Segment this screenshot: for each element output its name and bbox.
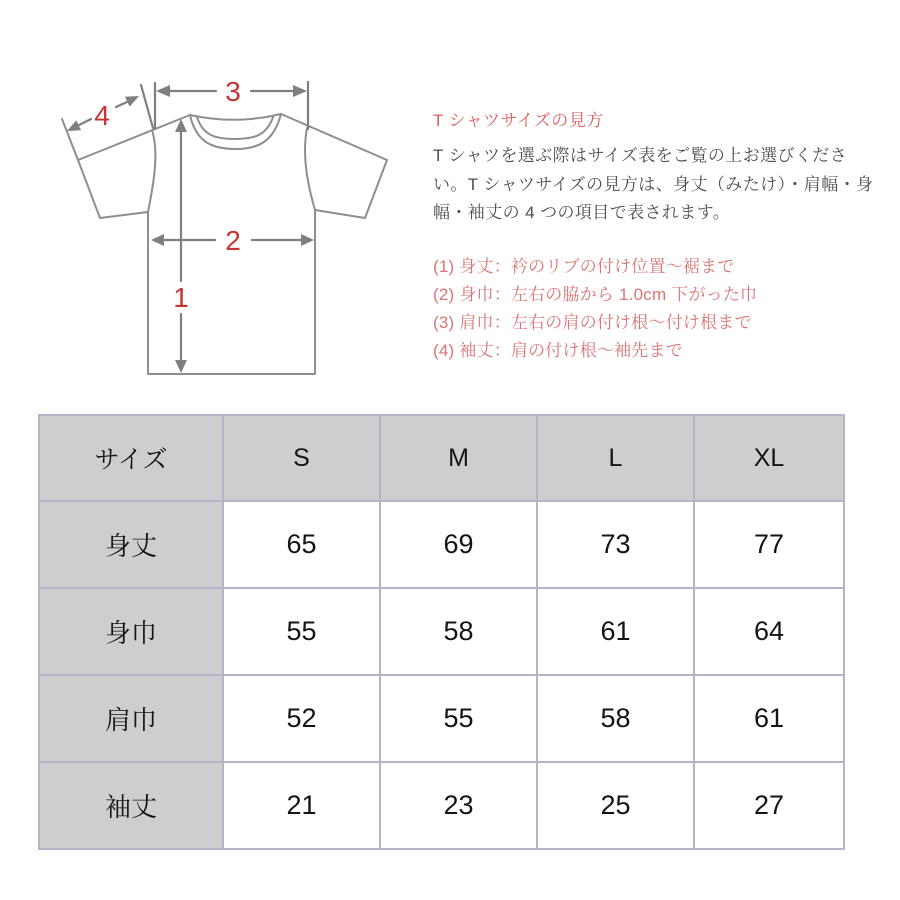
size-value: 27 bbox=[694, 762, 844, 849]
row-label: 身巾 bbox=[39, 588, 223, 675]
size-value: 55 bbox=[223, 588, 380, 675]
definition-sleeve-length: (4) 袖丈：肩の付け根〜袖先まで bbox=[433, 341, 683, 361]
measurement-definitions-list bbox=[433, 253, 881, 366]
table-row-body-length bbox=[39, 501, 844, 588]
column-header-xl: XL bbox=[694, 415, 844, 501]
definition-body-length: (1) 身丈：衿のリブの付け位置〜裾まで bbox=[433, 256, 735, 276]
arrow-body-length bbox=[173, 119, 189, 373]
label-3: 3 bbox=[225, 76, 241, 107]
table-row-shoulder-width bbox=[39, 675, 844, 762]
tshirt-measurement-diagram bbox=[40, 55, 440, 400]
size-table bbox=[38, 414, 845, 850]
definition-body-width: (2) 身巾：左右の脇から 1.0cm 下がった巾 bbox=[433, 284, 758, 304]
size-value: 52 bbox=[223, 675, 380, 762]
column-header-m: M bbox=[380, 415, 537, 501]
size-value: 73 bbox=[537, 501, 694, 588]
arrow-shoulder-width bbox=[155, 76, 308, 129]
label-2: 2 bbox=[225, 225, 241, 256]
label-1: 1 bbox=[173, 282, 189, 313]
size-guide-description: T シャツを選ぶ際はサイズ表をご覧の上お選びください。T シャツサイズの見方は、身丈（みたけ）・肩幅・身幅・袖丈の 4 つの項目で表されます。 bbox=[433, 146, 874, 223]
size-value: 64 bbox=[694, 588, 844, 675]
size-value: 69 bbox=[380, 501, 537, 588]
table-row-body-width bbox=[39, 588, 844, 675]
table-row-sleeve-length bbox=[39, 762, 844, 849]
label-4: 4 bbox=[94, 100, 110, 131]
size-guide-info bbox=[433, 106, 881, 366]
row-label: 袖丈 bbox=[39, 762, 223, 849]
size-value: 55 bbox=[380, 675, 537, 762]
column-header-s: S bbox=[223, 415, 380, 501]
row-label: 身丈 bbox=[39, 501, 223, 588]
column-header-l: L bbox=[537, 415, 694, 501]
size-value: 61 bbox=[694, 675, 844, 762]
arrow-body-width bbox=[151, 225, 314, 256]
row-label: 肩巾 bbox=[39, 675, 223, 762]
definition-shoulder-width: (3) 肩巾：左右の肩の付け根〜付け根まで bbox=[433, 313, 752, 333]
size-value: 58 bbox=[380, 588, 537, 675]
size-value: 25 bbox=[537, 762, 694, 849]
size-value: 65 bbox=[223, 501, 380, 588]
size-value: 61 bbox=[537, 588, 694, 675]
column-header-size: サイズ bbox=[39, 415, 223, 501]
size-value: 77 bbox=[694, 501, 844, 588]
size-guide-heading: T シャツサイズの見方 bbox=[433, 111, 604, 130]
size-table-header-row bbox=[39, 415, 844, 501]
size-value: 21 bbox=[223, 762, 380, 849]
size-value: 23 bbox=[380, 762, 537, 849]
size-value: 58 bbox=[537, 675, 694, 762]
arrow-sleeve-length bbox=[67, 85, 153, 131]
